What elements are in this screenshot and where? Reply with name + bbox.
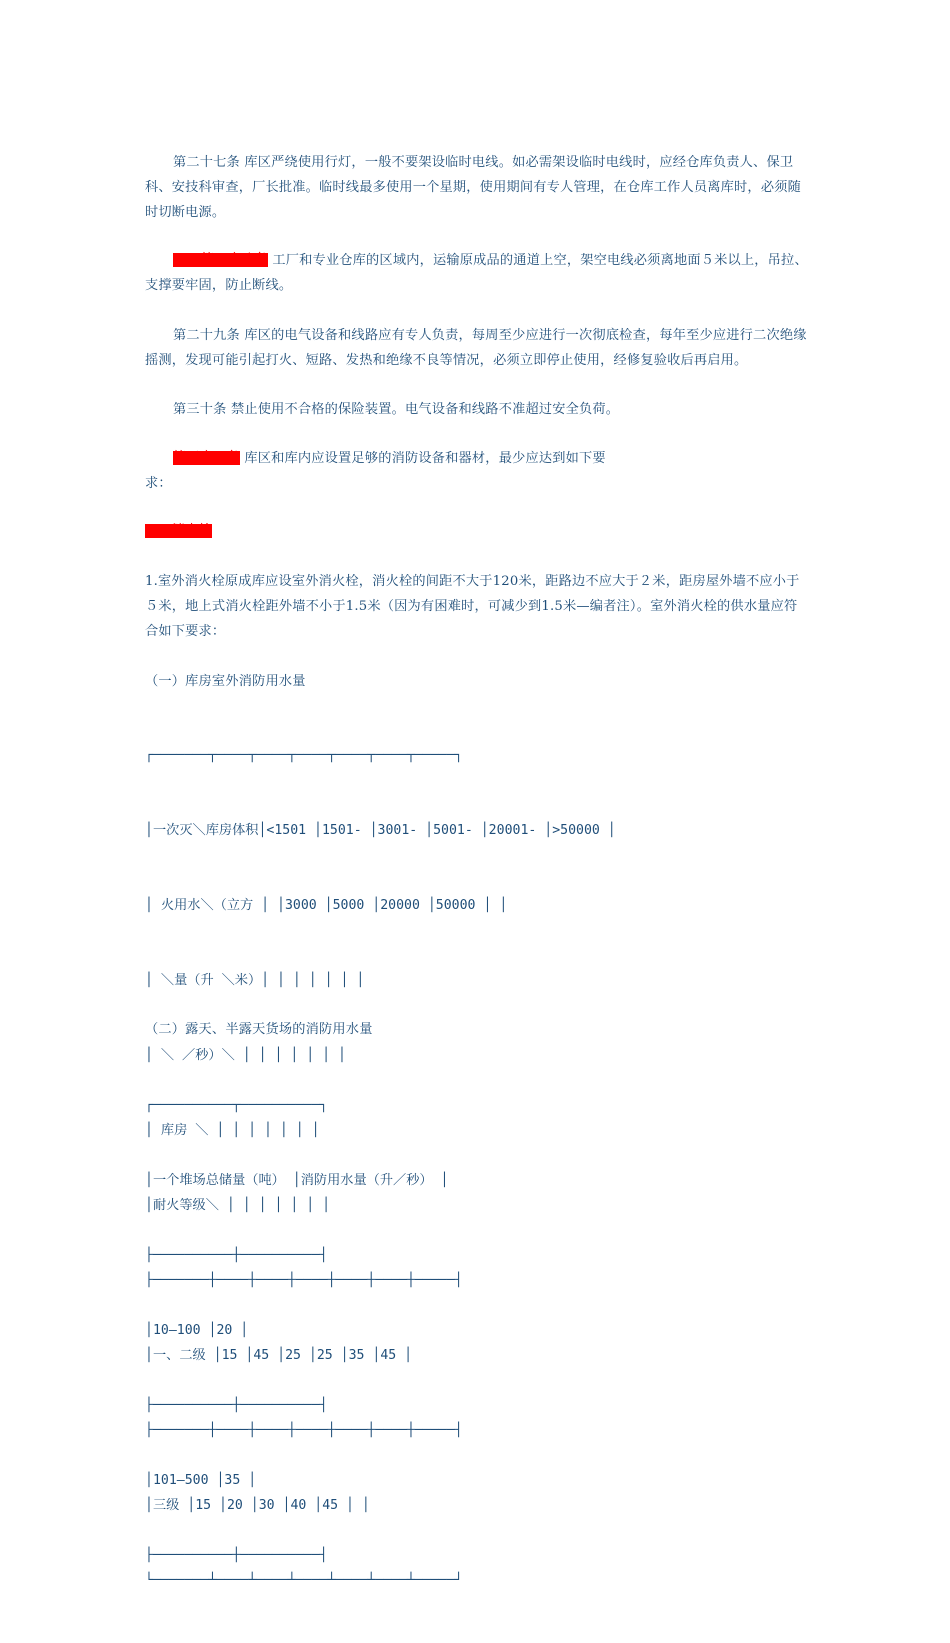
table2-title: （二）露天、半露天货场的消防用水量 xyxy=(145,1022,373,1037)
table2-line: ├──────────┼──────────┤ xyxy=(145,1398,328,1413)
article-28-body: 工厂和专业仓库的区域内，运输原成品的通道上空，架空电线必须离地面５米以上，吊拉、支撑要牢固，防止断线。 xyxy=(145,253,808,293)
item-1: 1.室外消火栓原成库应设室外消火栓，消火栓的间距不大于120米，距路边不应大于２米，距房屋外墙不应小于５米，地上式消火栓距外墙不小于1.5米（因为有困难时，可减少到1.5米—编者注）。室外消火栓的供水量应符合如下要求： xyxy=(145,574,800,639)
table2-line: │10—100 │20 │ xyxy=(145,1323,249,1338)
highlighted-marker: 第二十八条 xyxy=(173,253,268,267)
article-30: 第三十条 禁止使用不合格的保险装置。电气设备和线路不准超过安全负荷。 xyxy=(173,402,620,417)
table2-line: ├──────────┼──────────┤ xyxy=(145,1248,328,1263)
table1-line: │ 库房 ＼ │ │ │ │ │ │ │ xyxy=(145,1123,320,1138)
article-27: 第二十七条 库区严绕使用行灯，一般不要架设临时电线。如必需架设临时电线时，应经仓库负责人、保卫科、安技科审查，厂长批准。临时线最多使用一个星期，使用期间有专人管理，在仓库工作人员离库时，必须随时切断电源。 xyxy=(145,155,801,220)
section-heading xyxy=(145,519,810,544)
article-31-body-line1: 库区和库内应设置足够的消防设备和器材，最少应达到如下要 xyxy=(239,451,606,466)
table2-line: ┌──────────┬──────────┐ xyxy=(145,1098,328,1113)
table1-line: ┌───────┬────┬────┬────┬────┬────┬─────┐ xyxy=(145,748,463,763)
article-31-body-line2: 求： xyxy=(145,476,172,491)
table1-line: ├───────┼────┼────┼────┼────┼────┼─────┤ xyxy=(145,1423,463,1438)
table2-ascii xyxy=(145,1043,448,1618)
article-31 xyxy=(145,446,810,496)
table1-title: （一）库房室外消防用水量 xyxy=(145,674,306,689)
table1-line: │ 火用水＼（立方 │ │3000 │5000 │20000 │50000 │ │ xyxy=(145,898,508,913)
table1-line: ├───────┼────┼────┼────┼────┼────┼─────┤ xyxy=(145,1273,463,1288)
table2-line: ├──────────┼──────────┤ xyxy=(145,1548,328,1563)
highlighted-section-marker: 一、消火栓 xyxy=(145,523,212,538)
table2-line: │一个堆场总储量（吨） │消防用水量（升／秒） │ xyxy=(145,1173,449,1188)
table1-line: │一次灭＼库房体积│<1501 │1501- │3001- │5001- │20001- │>50000 │ xyxy=(145,823,616,838)
table2-line: │101—500 │35 │ xyxy=(145,1473,257,1488)
table1-line: │三级 │15 │20 │30 │40 │45 │ │ xyxy=(145,1498,370,1513)
table1-line: │耐火等级＼ │ │ │ │ │ │ │ xyxy=(145,1198,331,1213)
table1-line: │ ＼量（升 ＼米）│ │ │ │ │ │ │ xyxy=(145,973,365,988)
article-29: 第二十九条 库区的电气设备和线路应有专人负责，每周至少应进行一次彻底检查，每年至少应进行二次绝缘摇测，发现可能引起打火、短路、发热和绝缘不良等情况，必须立即停止使用，经修复验收后再启用。 xyxy=(145,328,807,368)
table1-line: └───────┴────┴────┴────┴────┴────┴─────┘ xyxy=(145,1573,463,1588)
article-28 xyxy=(145,248,810,298)
table1-line: │ ＼ ／秒）＼ │ │ │ │ │ │ │ xyxy=(145,1048,346,1063)
highlighted-marker: 第三十一条 xyxy=(173,450,240,465)
table1-line: │一、二级 │15 │45 │25 │25 │35 │45 │ xyxy=(145,1348,413,1363)
